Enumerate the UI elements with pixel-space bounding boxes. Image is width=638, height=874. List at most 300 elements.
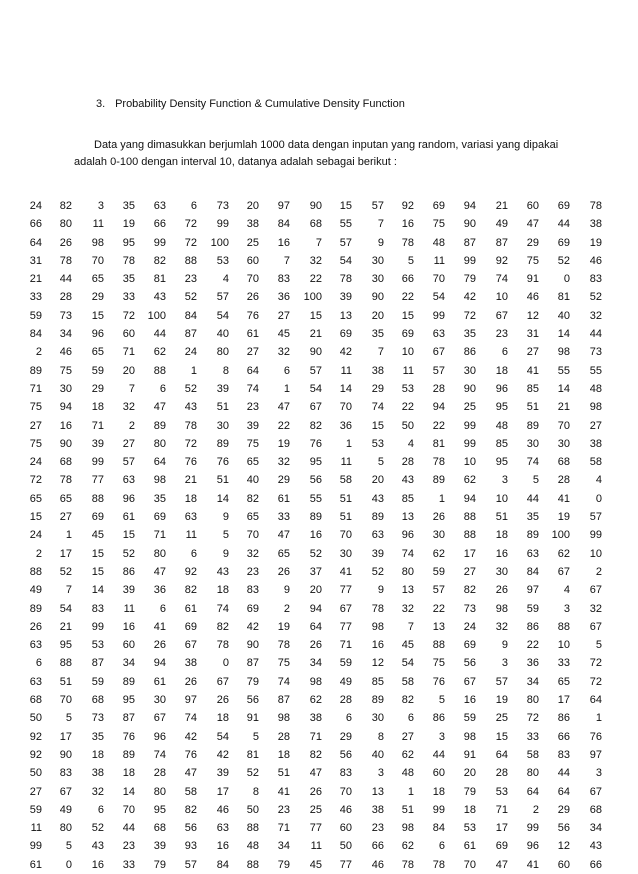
- table-cell: 99: [526, 822, 539, 835]
- table-cell: 64: [309, 620, 322, 633]
- table-cell: 31: [29, 254, 42, 267]
- table-cell: 98: [557, 346, 570, 359]
- table-cell: 66: [401, 273, 414, 286]
- table-cell: 4: [222, 273, 229, 286]
- table-cell: 56: [557, 822, 570, 835]
- table-cell: 82: [309, 419, 322, 432]
- table-cell: 32: [589, 309, 602, 322]
- table-cell: 79: [463, 785, 476, 798]
- table-cell: 5: [407, 254, 414, 267]
- table-cell: 38: [589, 218, 602, 231]
- table-cell: 17: [495, 822, 508, 835]
- table-cell: 38: [371, 364, 384, 377]
- table-cell: 80: [401, 565, 414, 578]
- table-cell: 72: [526, 712, 539, 725]
- table-cell: 98: [371, 620, 384, 633]
- table-row: [0, 435, 638, 453]
- table-cell: 82: [463, 584, 476, 597]
- table-cell: 75: [432, 218, 445, 231]
- table-cell: 88: [557, 620, 570, 633]
- table-cell: 22: [432, 602, 445, 615]
- table-cell: 6: [159, 602, 166, 615]
- table-cell: 35: [526, 511, 539, 524]
- table-cell: 83: [277, 273, 290, 286]
- table-cell: 65: [91, 346, 104, 359]
- table-cell: 10: [589, 547, 602, 560]
- table-cell: 58: [589, 456, 602, 469]
- table-cell: 67: [432, 346, 445, 359]
- table-cell: 78: [401, 858, 414, 871]
- table-cell: 99: [432, 803, 445, 816]
- table-cell: 64: [29, 236, 42, 249]
- table-cell: 74: [371, 401, 384, 414]
- table-cell: 56: [339, 748, 352, 761]
- table-row: [0, 764, 638, 782]
- table-cell: 43: [371, 492, 384, 505]
- table-cell: 75: [526, 254, 539, 267]
- table-cell: 90: [463, 382, 476, 395]
- table-cell: 76: [184, 456, 197, 469]
- table-cell: 67: [216, 675, 229, 688]
- table-cell: 11: [185, 529, 197, 542]
- table-cell: 26: [184, 675, 197, 688]
- table-cell: 65: [59, 492, 72, 505]
- table-cell: 78: [432, 858, 445, 871]
- table-cell: 35: [122, 200, 135, 212]
- table-cell: 23: [495, 328, 508, 341]
- table-cell: 18: [216, 584, 229, 597]
- table-cell: 57: [309, 364, 322, 377]
- table-cell: 89: [122, 748, 135, 761]
- table-cell: 34: [526, 675, 539, 688]
- table-cell: 7: [65, 584, 72, 597]
- table-cell: 67: [463, 675, 476, 688]
- table-cell: 57: [371, 200, 384, 212]
- table-cell: 46: [216, 803, 229, 816]
- table-cell: 95: [59, 639, 72, 652]
- table-cell: 54: [401, 657, 414, 670]
- table-cell: 72: [463, 309, 476, 322]
- table-cell: 67: [153, 712, 166, 725]
- table-cell: 87: [277, 694, 290, 707]
- table-cell: 10: [463, 456, 476, 469]
- table-row: [0, 819, 638, 837]
- table-cell: 19: [589, 236, 602, 249]
- table-row: [0, 398, 638, 416]
- table-cell: 61: [246, 328, 259, 341]
- paragraph-line-2: adalah 0-100 dengan interval 10, datanya adalah sebagai berikut :: [74, 156, 397, 168]
- table-cell: 6: [283, 364, 290, 377]
- table-cell: 58: [401, 675, 414, 688]
- table-cell: 84: [216, 858, 229, 871]
- table-cell: 52: [184, 291, 197, 304]
- table-row: [0, 453, 638, 471]
- table-cell: 26: [216, 694, 229, 707]
- table-cell: 96: [153, 730, 166, 743]
- table-cell: 13: [432, 620, 445, 633]
- table-cell: 82: [246, 492, 259, 505]
- table-row: [0, 618, 638, 636]
- table-cell: 89: [153, 419, 166, 432]
- table-row: [0, 837, 638, 855]
- table-cell: 15: [122, 529, 135, 542]
- table-cell: 27: [29, 785, 42, 798]
- section-number: 3.: [96, 98, 106, 110]
- table-cell: 70: [339, 529, 352, 542]
- table-cell: 27: [277, 309, 290, 322]
- table-row: [0, 197, 638, 215]
- table-row: [0, 709, 638, 727]
- table-cell: 98: [463, 730, 476, 743]
- table-row: [0, 362, 638, 380]
- table-cell: 7: [128, 382, 135, 395]
- table-cell: 74: [526, 456, 539, 469]
- table-cell: 86: [557, 712, 570, 725]
- table-cell: 43: [153, 291, 166, 304]
- table-cell: 85: [371, 675, 384, 688]
- table-cell: 84: [432, 822, 445, 835]
- table-cell: 26: [309, 639, 322, 652]
- table-cell: 18: [463, 803, 476, 816]
- table-cell: 47: [277, 401, 290, 414]
- table-cell: 61: [153, 675, 166, 688]
- table-cell: 30: [216, 419, 229, 432]
- table-cell: 86: [432, 712, 445, 725]
- table-cell: 94: [59, 401, 72, 414]
- table-cell: 54: [432, 291, 445, 304]
- table-cell: 60: [339, 822, 352, 835]
- table-cell: 82: [309, 748, 322, 761]
- table-cell: 20: [246, 200, 259, 212]
- table-cell: 94: [432, 401, 445, 414]
- table-cell: 57: [589, 511, 602, 524]
- table-cell: 52: [122, 547, 135, 560]
- table-cell: 55: [309, 492, 322, 505]
- table-cell: 2: [128, 419, 135, 432]
- table-cell: 19: [277, 620, 290, 633]
- table-cell: 30: [371, 712, 384, 725]
- table-cell: 38: [589, 437, 602, 450]
- table-cell: 89: [432, 474, 445, 487]
- table-cell: 32: [122, 401, 135, 414]
- table-cell: 77: [309, 822, 322, 835]
- table-cell: 3: [377, 767, 384, 780]
- table-cell: 87: [184, 328, 197, 341]
- table-cell: 49: [59, 803, 72, 816]
- table-cell: 82: [216, 620, 229, 633]
- table-cell: 88: [91, 492, 104, 505]
- table-cell: 60: [526, 200, 539, 212]
- table-cell: 32: [91, 785, 104, 798]
- table-cell: 20: [371, 309, 384, 322]
- table-cell: 69: [91, 511, 104, 524]
- data-table: [0, 197, 638, 874]
- table-cell: 10: [495, 492, 508, 505]
- table-cell: 14: [216, 492, 229, 505]
- table-cell: 4: [595, 474, 602, 487]
- table-cell: 30: [495, 565, 508, 578]
- table-cell: 9: [222, 511, 229, 524]
- table-cell: 23: [184, 273, 197, 286]
- table-cell: 63: [184, 511, 197, 524]
- table-cell: 95: [495, 401, 508, 414]
- table-cell: 15: [91, 309, 104, 322]
- table-cell: 98: [277, 712, 290, 725]
- table-cell: 24: [29, 200, 42, 212]
- table-cell: 53: [401, 382, 414, 395]
- table-cell: 12: [557, 840, 570, 853]
- table-cell: 67: [557, 565, 570, 578]
- section-heading: [96, 98, 405, 110]
- table-cell: 33: [277, 511, 290, 524]
- table-cell: 45: [309, 858, 322, 871]
- table-cell: 51: [526, 401, 539, 414]
- table-cell: 15: [91, 565, 104, 578]
- table-row: [0, 600, 638, 618]
- table-cell: 24: [184, 346, 197, 359]
- table-cell: 78: [59, 474, 72, 487]
- table-cell: 70: [339, 785, 352, 798]
- table-cell: 91: [463, 748, 476, 761]
- table-cell: 30: [371, 254, 384, 267]
- table-cell: 68: [29, 694, 42, 707]
- table-cell: 1: [283, 382, 290, 395]
- table-cell: 6: [438, 840, 445, 853]
- table-cell: 35: [91, 730, 104, 743]
- table-cell: 77: [339, 858, 352, 871]
- table-cell: 63: [526, 547, 539, 560]
- table-cell: 74: [401, 547, 414, 560]
- table-cell: 3: [97, 200, 104, 212]
- table-cell: 35: [122, 273, 135, 286]
- table-cell: 9: [377, 236, 384, 249]
- table-cell: 15: [91, 547, 104, 560]
- table-cell: 34: [277, 840, 290, 853]
- table-cell: 20: [463, 767, 476, 780]
- table-cell: 36: [526, 657, 539, 670]
- table-cell: 21: [495, 200, 508, 212]
- table-cell: 64: [557, 785, 570, 798]
- table-cell: 16: [277, 236, 290, 249]
- table-cell: 43: [216, 565, 229, 578]
- table-cell: 21: [29, 273, 42, 286]
- table-row: [0, 654, 638, 672]
- table-cell: 80: [153, 785, 166, 798]
- table-cell: 79: [463, 273, 476, 286]
- table-cell: 28: [277, 730, 290, 743]
- table-cell: 79: [277, 858, 290, 871]
- table-cell: 6: [345, 712, 352, 725]
- table-cell: 6: [190, 200, 197, 212]
- table-cell: 60: [122, 639, 135, 652]
- table-cell: 0: [222, 657, 229, 670]
- table-row: [0, 856, 638, 874]
- table-cell: 8: [222, 364, 229, 377]
- table-cell: 62: [557, 547, 570, 560]
- table-cell: 80: [153, 547, 166, 560]
- table-cell: 32: [401, 602, 414, 615]
- table-cell: 70: [91, 254, 104, 267]
- table-cell: 76: [589, 730, 602, 743]
- table-cell: 59: [91, 675, 104, 688]
- table-cell: 76: [216, 456, 229, 469]
- table-cell: 27: [526, 346, 539, 359]
- table-cell: 36: [339, 419, 352, 432]
- table-cell: 71: [91, 419, 104, 432]
- table-cell: 38: [309, 712, 322, 725]
- table-cell: 74: [184, 712, 197, 725]
- table-cell: 57: [184, 858, 197, 871]
- table-cell: 56: [184, 822, 197, 835]
- table-cell: 61: [122, 511, 135, 524]
- table-cell: 5: [377, 456, 384, 469]
- table-cell: 84: [526, 565, 539, 578]
- table-cell: 67: [589, 785, 602, 798]
- table-row: [0, 380, 638, 398]
- table-cell: 96: [91, 328, 104, 341]
- table-cell: 83: [91, 602, 104, 615]
- table-cell: 47: [153, 401, 166, 414]
- table-cell: 58: [526, 748, 539, 761]
- table-cell: 28: [495, 767, 508, 780]
- table-cell: 86: [526, 620, 539, 633]
- table-cell: 97: [589, 748, 602, 761]
- table-cell: 44: [59, 273, 72, 286]
- table-cell: 71: [309, 730, 322, 743]
- table-cell: 79: [153, 858, 166, 871]
- table-cell: 80: [153, 437, 166, 450]
- table-cell: 75: [432, 657, 445, 670]
- table-cell: 99: [91, 456, 104, 469]
- table-cell: 51: [495, 511, 508, 524]
- table-cell: 0: [563, 273, 570, 286]
- table-cell: 48: [246, 840, 259, 853]
- table-cell: 38: [184, 657, 197, 670]
- table-cell: 75: [277, 657, 290, 670]
- table-cell: 67: [339, 602, 352, 615]
- table-cell: 23: [122, 840, 135, 853]
- table-cell: 58: [184, 785, 197, 798]
- table-cell: 78: [589, 200, 602, 212]
- table-cell: 89: [309, 511, 322, 524]
- table-cell: 95: [122, 694, 135, 707]
- table-cell: 63: [29, 639, 42, 652]
- table-cell: 54: [339, 254, 352, 267]
- table-cell: 69: [246, 602, 259, 615]
- table-cell: 39: [91, 437, 104, 450]
- table-cell: 64: [153, 456, 166, 469]
- table-cell: 65: [246, 511, 259, 524]
- table-cell: 18: [495, 529, 508, 542]
- table-cell: 53: [371, 437, 384, 450]
- table-cell: 73: [59, 309, 72, 322]
- table-cell: 15: [29, 511, 42, 524]
- table-cell: 76: [184, 748, 197, 761]
- table-cell: 88: [153, 364, 166, 377]
- table-cell: 30: [371, 273, 384, 286]
- table-cell: 93: [184, 840, 197, 853]
- table-cell: 86: [122, 565, 135, 578]
- table-cell: 62: [401, 748, 414, 761]
- table-cell: 43: [589, 840, 602, 853]
- table-cell: 88: [463, 529, 476, 542]
- table-cell: 54: [216, 309, 229, 322]
- table-cell: 64: [589, 694, 602, 707]
- table-cell: 75: [59, 364, 72, 377]
- table-cell: 55: [339, 218, 352, 231]
- table-cell: 61: [277, 492, 290, 505]
- table-cell: 57: [216, 291, 229, 304]
- table-cell: 91: [526, 273, 539, 286]
- table-cell: 11: [92, 218, 104, 231]
- table-cell: 43: [401, 474, 414, 487]
- table-cell: 35: [463, 328, 476, 341]
- table-cell: 26: [432, 511, 445, 524]
- table-cell: 69: [153, 511, 166, 524]
- table-cell: 18: [216, 712, 229, 725]
- table-cell: 69: [557, 236, 570, 249]
- table-cell: 14: [557, 328, 570, 341]
- table-cell: 6: [97, 803, 104, 816]
- table-cell: 71: [339, 639, 352, 652]
- table-cell: 62: [309, 694, 322, 707]
- table-cell: 98: [91, 236, 104, 249]
- table-cell: 10: [495, 291, 508, 304]
- table-cell: 49: [495, 218, 508, 231]
- table-cell: 38: [371, 803, 384, 816]
- table-cell: 15: [339, 200, 352, 212]
- table-cell: 57: [495, 675, 508, 688]
- table-cell: 75: [29, 401, 42, 414]
- table-cell: 41: [339, 565, 352, 578]
- table-cell: 53: [216, 254, 229, 267]
- table-cell: 90: [59, 437, 72, 450]
- table-cell: 43: [91, 840, 104, 853]
- table-cell: 21: [309, 328, 322, 341]
- table-row: [0, 471, 638, 489]
- table-row: [0, 307, 638, 325]
- table-cell: 67: [589, 620, 602, 633]
- table-cell: 5: [222, 529, 229, 542]
- table-cell: 64: [495, 748, 508, 761]
- table-cell: 23: [277, 803, 290, 816]
- table-cell: 68: [91, 694, 104, 707]
- table-cell: 41: [277, 785, 290, 798]
- table-cell: 90: [309, 346, 322, 359]
- table-cell: 52: [557, 254, 570, 267]
- table-cell: 95: [309, 456, 322, 469]
- table-cell: 73: [91, 712, 104, 725]
- table-cell: 52: [59, 565, 72, 578]
- table-cell: 78: [59, 254, 72, 267]
- table-cell: 7: [377, 346, 384, 359]
- table-cell: 48: [589, 382, 602, 395]
- table-cell: 74: [246, 382, 259, 395]
- table-cell: 74: [495, 273, 508, 286]
- table-cell: 28: [432, 382, 445, 395]
- table-row: [0, 526, 638, 544]
- table-cell: 18: [495, 364, 508, 377]
- table-cell: 40: [216, 328, 229, 341]
- table-cell: 23: [371, 822, 384, 835]
- table-cell: 27: [401, 730, 414, 743]
- table-cell: 13: [339, 309, 352, 322]
- table-cell: 65: [277, 547, 290, 560]
- table-cell: 34: [309, 657, 322, 670]
- table-cell: 57: [432, 584, 445, 597]
- table-cell: 40: [371, 748, 384, 761]
- table-cell: 45: [401, 639, 414, 652]
